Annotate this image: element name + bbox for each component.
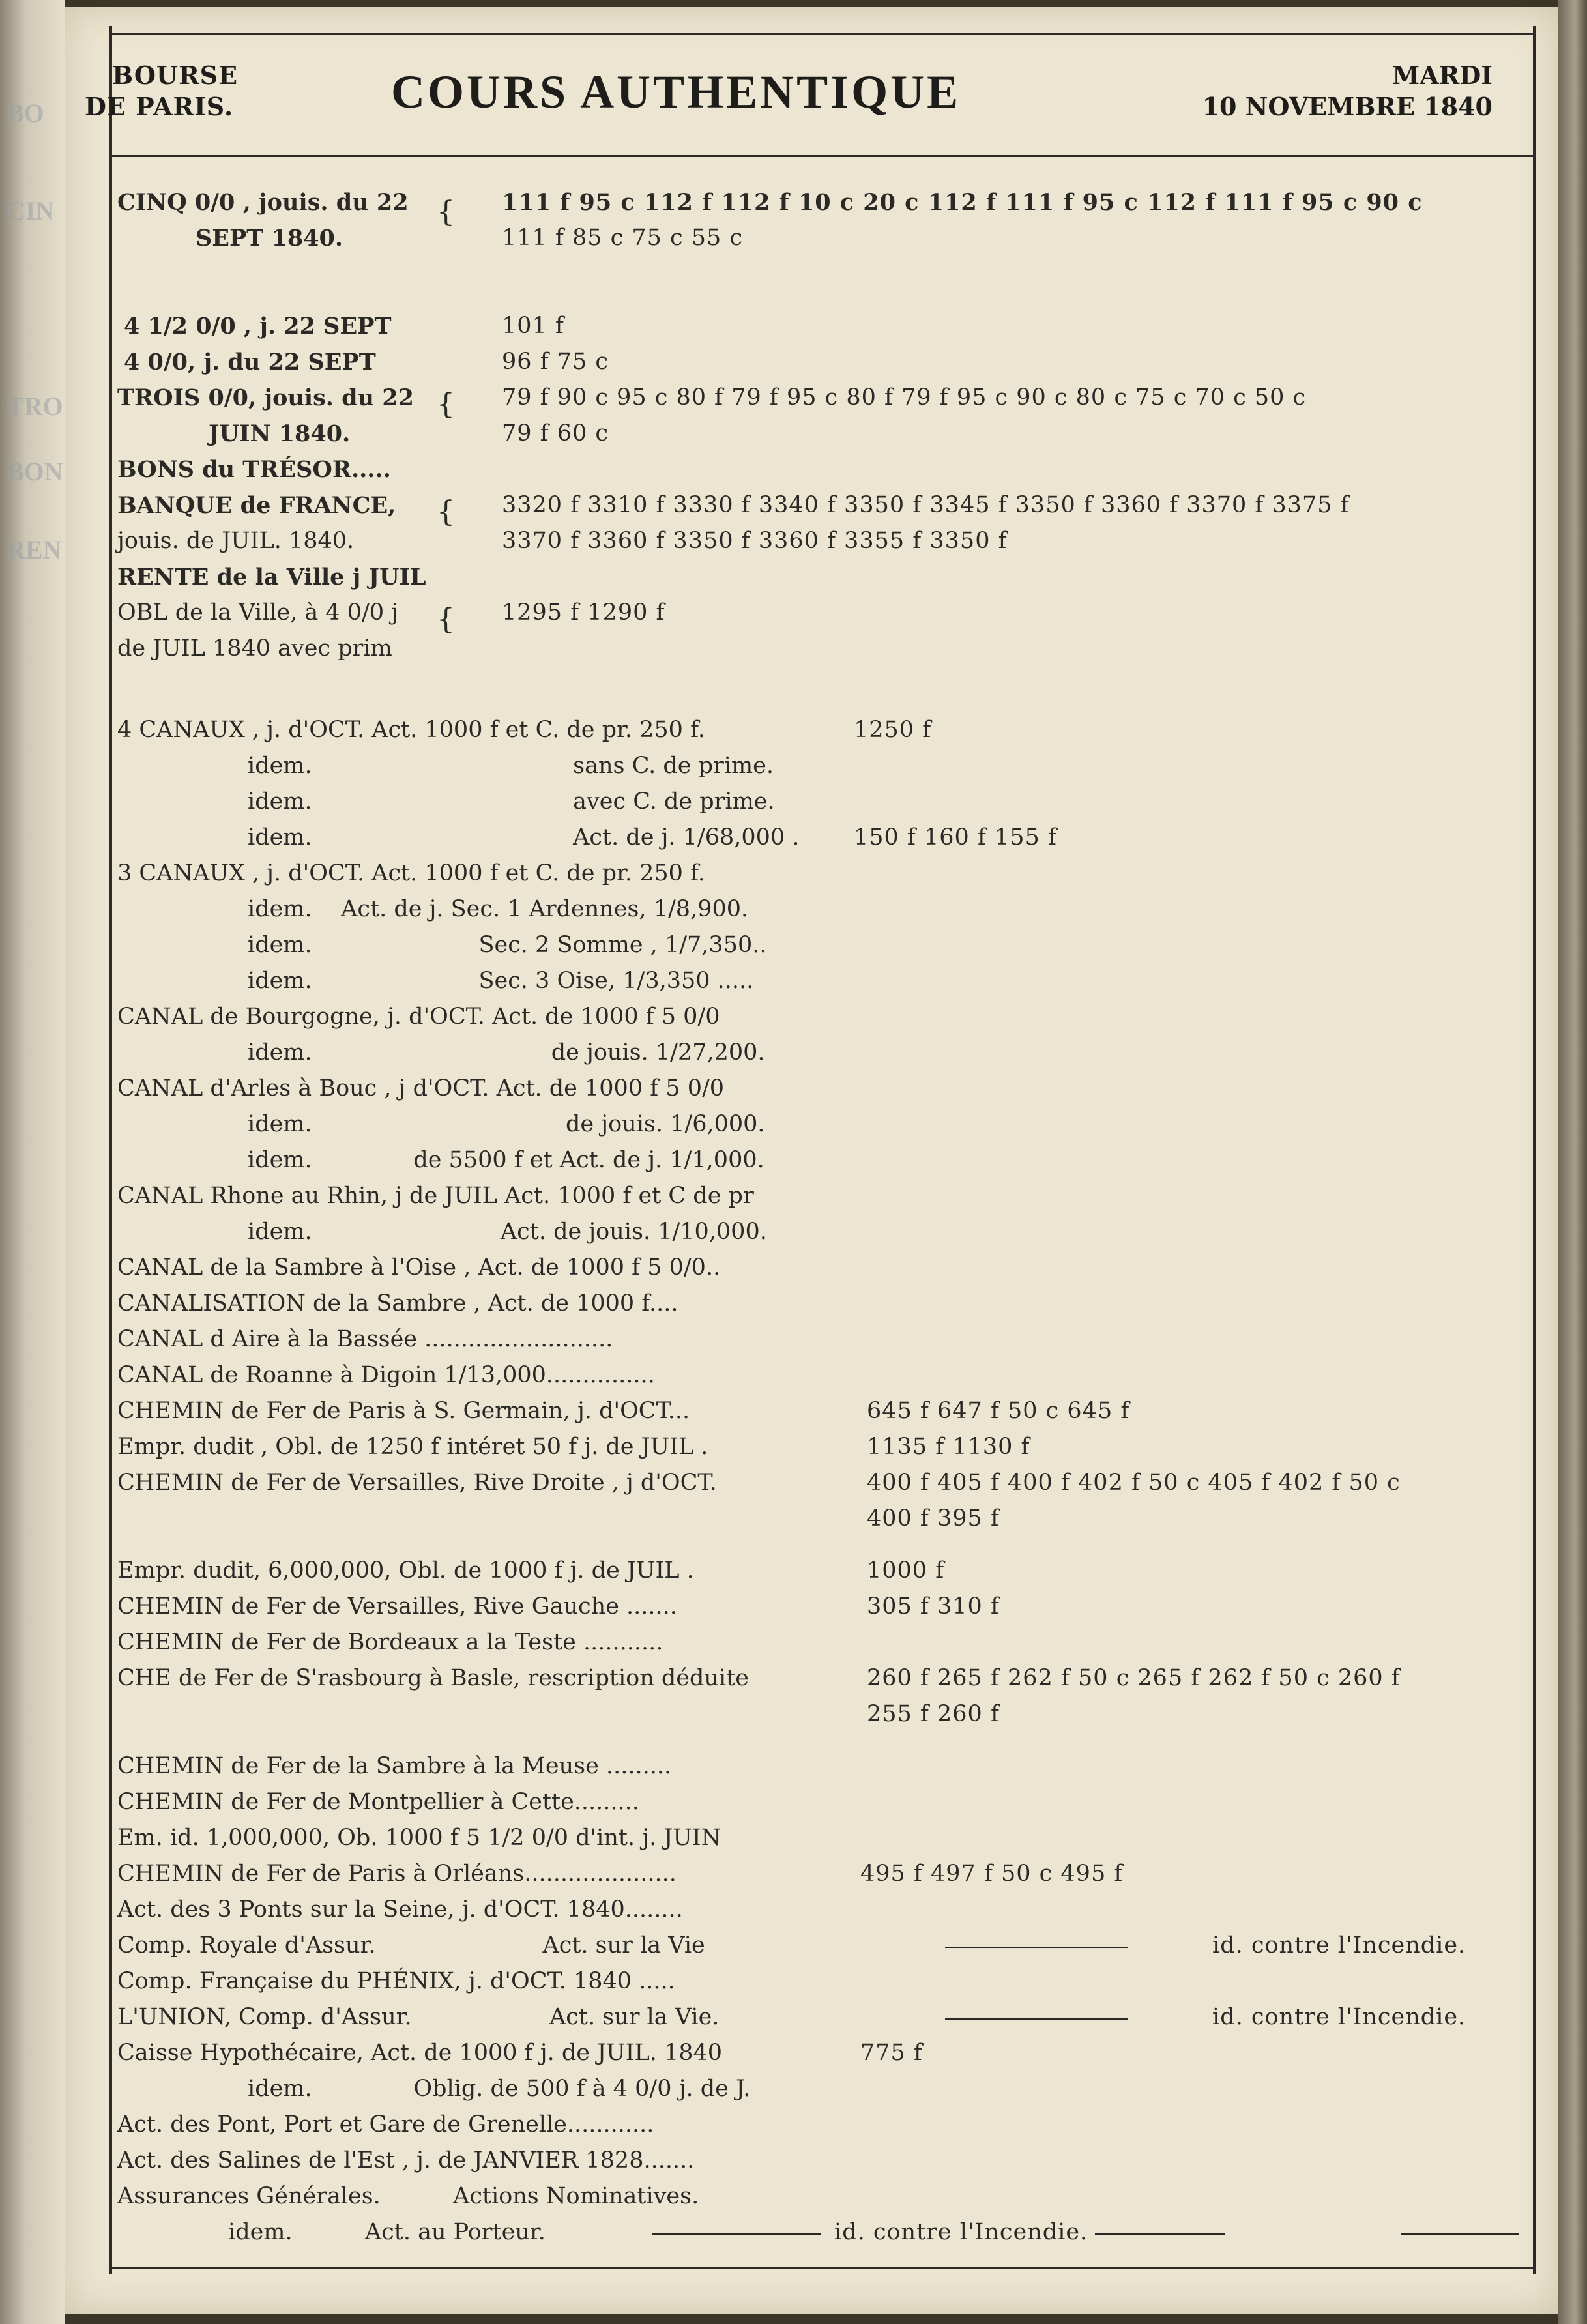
row-label: idem. de 5500 f et Act. de j. 1/1,000. bbox=[248, 1147, 764, 1173]
left-page-bleed bbox=[0, 0, 65, 2324]
row-label: CINQ 0/0 , jouis. du 22 bbox=[117, 189, 409, 216]
row-values: 101 f bbox=[502, 313, 564, 339]
row-label: idem. Act. de jouis. 1/10,000. bbox=[248, 1219, 767, 1245]
row-values: 1135 f 1130 f bbox=[867, 1434, 1030, 1460]
ghost-text: TRO bbox=[7, 392, 63, 421]
row-label: idem. de jouis. 1/6,000. bbox=[248, 1111, 765, 1137]
row-values: 400 f 405 f 400 f 402 f 50 c 405 f 402 f 50 c bbox=[867, 1470, 1401, 1496]
row-label: RENTE de la Ville j JUIL bbox=[117, 564, 426, 590]
row-label: Act. des 3 Ponts sur la Seine, j. d'OCT. 1840........ bbox=[117, 1896, 683, 1923]
exchange-name bbox=[85, 60, 238, 123]
row-right-label: id. contre l'Incendie. bbox=[1212, 2004, 1466, 2030]
row-label: jouis. de JUIL. 1840. bbox=[117, 528, 355, 554]
row-values: 79 f 90 c 95 c 80 f 79 f 95 c 80 f 79 f 95 c 90 c 80 c 75 c 70 c 50 c bbox=[502, 385, 1307, 411]
ghost-text: CIN bbox=[7, 196, 55, 225]
exchange-line-1: BOURSE bbox=[112, 61, 239, 90]
row-values: 775 f bbox=[860, 2040, 923, 2066]
ghost-text: REN bbox=[7, 535, 62, 564]
row-values: 111 f 85 c 75 c 55 c bbox=[502, 225, 744, 251]
brace: { bbox=[437, 603, 455, 636]
row-label: CHEMIN de Fer de Paris à S. Germain, j. d'OCT... bbox=[117, 1398, 690, 1424]
exchange-line-2: DE PARIS. bbox=[85, 92, 234, 121]
row-values: 305 f 310 f bbox=[867, 1593, 1000, 1620]
row-label: Em. id. 1,000,000, Ob. 1000 f 5 1/2 0/0 d'int. j. JUIN bbox=[117, 1825, 721, 1851]
row-label: idem. Act. au Porteur. bbox=[228, 2219, 546, 2245]
row-values: 3370 f 3360 f 3350 f 3360 f 3355 f 3350 f bbox=[502, 528, 1008, 554]
row-label: JUIN 1840. bbox=[209, 420, 351, 447]
row-label: CHEMIN de Fer de Bordeaux a la Teste ........... bbox=[117, 1629, 663, 1655]
row-values: 1250 f bbox=[854, 717, 932, 743]
brace: { bbox=[437, 495, 455, 529]
row-label: 4 0/0, j. du 22 SEPT bbox=[124, 349, 376, 375]
row-label: CANAL d Aire à la Bassée .......................... bbox=[117, 1326, 613, 1352]
row-label: idem. de jouis. 1/27,200. bbox=[248, 1039, 765, 1066]
page-title: COURS AUTHENTIQUE bbox=[391, 66, 961, 118]
row-label: 4 CANAUX , j. d'OCT. Act. 1000 f et C. de pr. 250 f. bbox=[117, 717, 705, 743]
row-values: 400 f 395 f bbox=[867, 1505, 1000, 1532]
row-label: CANAL d'Arles à Bouc , j d'OCT. Act. de 1000 f 5 0/0 bbox=[117, 1075, 725, 1101]
row-values: 3320 f 3310 f 3330 f 3340 f 3350 f 3345 f 3350 f 3360 f 3370 f 3375 f bbox=[502, 492, 1350, 518]
row-label: CANALISATION de la Sambre , Act. de 1000 f.... bbox=[117, 1290, 678, 1316]
row-label: CANAL Rhone au Rhin, j de JUIL Act. 1000 f et C de pr bbox=[117, 1183, 754, 1209]
top-rule bbox=[109, 33, 1536, 35]
header-rule bbox=[109, 155, 1536, 157]
row-label: 3 CANAUX , j. d'OCT. Act. 1000 f et C. de pr. 250 f. bbox=[117, 860, 705, 886]
row-label: idem. Act. de j. 1/68,000 . bbox=[248, 824, 800, 850]
row-label: CHE de Fer de S'rasbourg à Basle, rescription déduite bbox=[117, 1665, 749, 1691]
row-label: CHEMIN de Fer de Montpellier à Cette......... bbox=[117, 1789, 639, 1815]
row-values: 150 f 160 f 155 f bbox=[854, 824, 1057, 850]
ghost-text: BON bbox=[7, 457, 63, 486]
blank-quote-line bbox=[652, 2233, 821, 2235]
ghost-text: BO bbox=[7, 98, 44, 128]
row-values: 255 f 260 f bbox=[867, 1701, 1000, 1727]
row-label: OBL de la Ville, à 4 0/0 j bbox=[117, 600, 399, 626]
row-label: BANQUE de FRANCE, bbox=[117, 492, 396, 519]
left-border-line bbox=[109, 26, 112, 2274]
row-label: idem. avec C. de prime. bbox=[248, 789, 775, 815]
row-label: CHEMIN de Fer de Paris à Orléans..................... bbox=[117, 1861, 677, 1887]
row-label: CHEMIN de Fer de Versailles, Rive Gauche ....... bbox=[117, 1593, 677, 1620]
row-label: idem. Sec. 2 Somme , 1/7,350.. bbox=[248, 932, 767, 958]
row-values: 1295 f 1290 f bbox=[502, 600, 665, 626]
row-label: L'UNION, Comp. d'Assur. Act. sur la Vie. bbox=[117, 2004, 720, 2030]
blank-quote-line bbox=[945, 2018, 1128, 2020]
row-label: CANAL de Bourgogne, j. d'OCT. Act. de 1000 f 5 0/0 bbox=[117, 1004, 720, 1030]
row-label: Assurances Générales. Actions Nominatives. bbox=[117, 2183, 699, 2209]
row-label: 4 1/2 0/0 , j. 22 SEPT bbox=[124, 313, 392, 340]
row-label: idem. Sec. 3 Oise, 1/3,350 ..... bbox=[248, 968, 754, 994]
row-label: BONS du TRÉSOR..... bbox=[117, 456, 391, 483]
row-values: 260 f 265 f 262 f 50 c 265 f 262 f 50 c 260 f bbox=[867, 1665, 1401, 1691]
row-label: idem. sans C. de prime. bbox=[248, 753, 774, 779]
row-label: Empr. dudit, 6,000,000, Obl. de 1000 f j. de JUIL . bbox=[117, 1558, 694, 1584]
row-values: 495 f 497 f 50 c 495 f bbox=[860, 1861, 1124, 1887]
row-label: Empr. dudit , Obl. de 1250 f intéret 50 f j. de JUIL . bbox=[117, 1434, 708, 1460]
row-right-label: id. contre l'Incendie. bbox=[1212, 1932, 1466, 1958]
row-label: Caisse Hypothécaire, Act. de 1000 f j. de JUIL. 1840 bbox=[117, 2040, 723, 2066]
row-label: Act. des Salines de l'Est , j. de JANVIER 1828....... bbox=[117, 2147, 695, 2173]
row-label: Act. des Pont, Port et Gare de Grenelle............ bbox=[117, 2112, 654, 2138]
brace: { bbox=[437, 196, 455, 229]
row-values: 645 f 647 f 50 c 645 f bbox=[867, 1398, 1130, 1424]
right-page-bleed bbox=[1558, 0, 1587, 2324]
page-header bbox=[85, 52, 1506, 150]
blank-quote-line bbox=[945, 1947, 1128, 1948]
row-label: TROIS 0/0, jouis. du 22 bbox=[117, 385, 414, 411]
row-label: CANAL de la Sambre à l'Oise , Act. de 1000 f 5 0/0.. bbox=[117, 1255, 721, 1281]
row-label: CHEMIN de Fer de la Sambre à la Meuse ......... bbox=[117, 1753, 672, 1779]
blank-quote-line bbox=[1095, 2233, 1225, 2235]
row-values: 1000 f bbox=[867, 1558, 945, 1584]
row-values: 111 f 95 c 112 f 112 f 10 c 20 c 112 f 111 f 95 c 112 f 111 f 95 c 90 c bbox=[502, 189, 1423, 216]
row-label: idem. Act. de j. Sec. 1 Ardennes, 1/8,900. bbox=[248, 896, 749, 922]
row-label: de JUIL 1840 avec prim bbox=[117, 635, 392, 661]
row-values: 79 f 60 c bbox=[502, 420, 609, 446]
date-label: 10 NOVEMBRE 1840 bbox=[1202, 92, 1492, 121]
row-label: CANAL de Roanne à Digoin 1/13,000............... bbox=[117, 1362, 655, 1388]
row-label: CHEMIN de Fer de Versailles, Rive Droite , j d'OCT. bbox=[117, 1470, 717, 1496]
day-label: MARDI bbox=[1392, 61, 1492, 90]
row-values: 96 f 75 c bbox=[502, 349, 609, 375]
row-label: SEPT 1840. bbox=[196, 225, 343, 252]
row-label: Comp. Royale d'Assur. Act. sur la Vie bbox=[117, 1932, 705, 1958]
bottom-rule bbox=[109, 2267, 1536, 2269]
quotation-ledger bbox=[117, 189, 1538, 2248]
row-label: Comp. Française du PHÉNIX, j. d'OCT. 1840 ..... bbox=[117, 1968, 675, 1994]
blank-quote-line bbox=[1401, 2233, 1519, 2235]
row-right-label: id. contre l'Incendie. bbox=[834, 2219, 1088, 2245]
date-block bbox=[1202, 60, 1492, 123]
brace: { bbox=[437, 388, 455, 421]
row-label: idem. Oblig. de 500 f à 4 0/0 j. de J. bbox=[248, 2076, 751, 2102]
